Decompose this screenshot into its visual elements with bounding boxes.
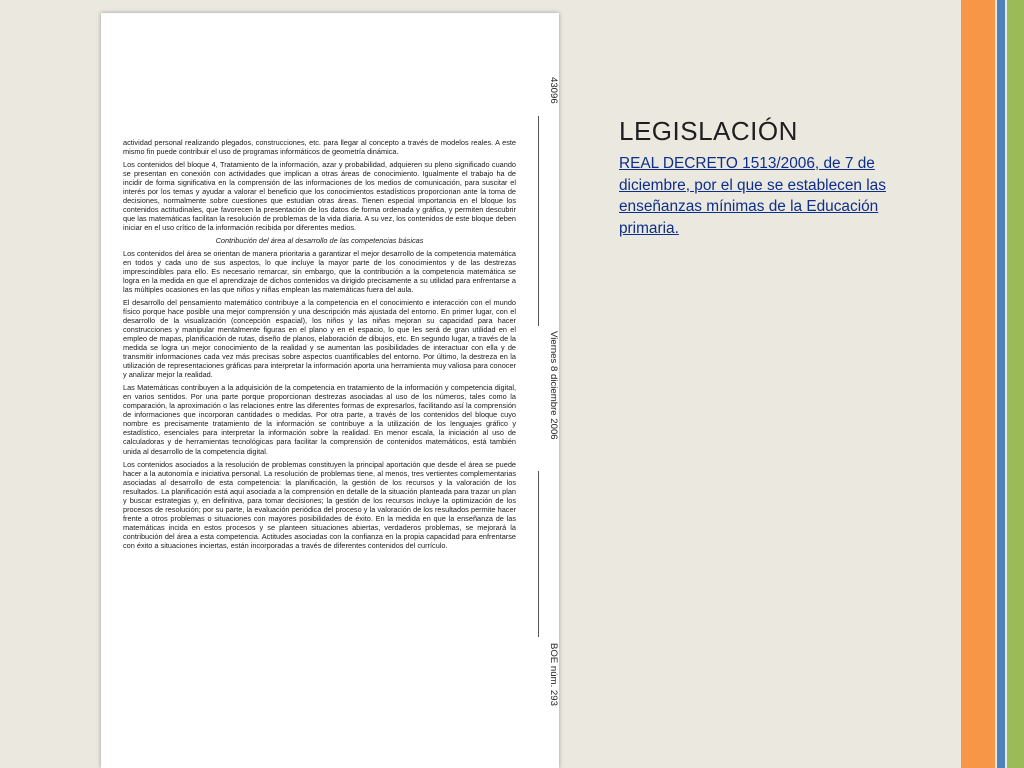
- margin-date: Viernes 8 diciembre 2006: [548, 331, 559, 440]
- slide-title: LEGISLACIÓN: [619, 116, 798, 146]
- document-paragraph: Los contenidos del área se orientan de manera prioritaria a garantizar el mejor desarrollo de la competencia matemática en todos y cada uno de sus aspectos, lo que incluye la mayor parte de los conocimientos y de las destrezas imprescindibles para ello. Es necesario remarcar, sin embargo, que la contribución a la competencia matemática se logra en la medida en que el aprendizaje de dichos contenidos va dirigido precisamente a su utilidad para enfrentarse a las múltiples ocasiones en las que niños y niñas emplean las matemáticas fuera del aula.: [123, 248, 516, 294]
- document-paragraph: El desarrollo del pensamiento matemático contribuye a la competencia en el conocimiento e interacción con el mundo físico porque hace posible una mejor comprensión y una descripción más ajustada del entorno. En primer lugar, con el desarrollo de la visualización (concepción espacial), los niños y las niñas mejoran su capacidad para hacer construcciones y manipular mentalmente figuras en el plano y en el espacio, lo que les será de gran utilidad en el empleo de mapas, planificación de rutas, diseño de planos, elaboración de dibujos, etc. En segundo lugar, a través de la medida se logra un mejor conocimiento de la realidad y se aumentan las posibilidades de interactuar con ella y de transmitir informaciones cada vez más precisas sobre aspectos cuantificables del entorno. Por último, la destreza en la utilización de representaciones gráficas para interpretar la información aporta una herramienta muy valiosa para conocer y analizar mejor la realidad.: [123, 297, 516, 380]
- section-heading: Contribución del área al desarrollo de las competencias básicas: [215, 236, 424, 246]
- green-stripe: [1007, 0, 1024, 768]
- document-paragraph: Los contenidos asociados a la resolución de problemas constituyen la principal aportación que desde el área se puede hacer a la autonomía e iniciativa personal. La resolución de problemas tiene, al menos, tres vertientes complementarias asociadas al desarrollo de esta competencia: la planificación, la gestión de los recursos y la valoración de los resultados. La planificación está aquí asociada a la comprensión en detalle de la situación planteada para trazar un plan y buscar estrategias y, en definitiva, para tomar decisiones; la gestión de los recursos incluye la optimización de los procesos de resolución; por su parte, la evaluación periódica del proceso y la valoración de los resultados permite hacer frente a otros problemas o situaciones con mayores posibilidades de éxito. En la medida en que la enseñanza de las matemáticas incida en estos procesos y se planteen situaciones abiertas, verdaderos problemas, se mejorará la contribución del área a esta competencia. Actitudes asociadas con la confianza en la propia capacidad para enfrentarse con éxito a situaciones inciertas, están incorporadas a través de diferentes contenidos del currículo.: [123, 459, 516, 550]
- margin-page-number: 43096: [548, 77, 559, 104]
- document-body: [123, 138, 516, 554]
- margin-rule: [538, 471, 539, 637]
- blue-stripe: [997, 0, 1005, 768]
- document-paragraph: actividad personal realizando plegados, construcciones, etc. para llegar al concepto a través de modelos reales. A este mismo fin puede contribuir el uso de programas informáticos de geometría dinámica.: [123, 138, 516, 157]
- document-paragraph: Las Matemáticas contribuyen a la adquisición de la competencia en tratamiento de la información y competencia digital, en varios sentidos. Por una parte porque proporcionan destrezas asociadas al uso de los números, tales como la comparación, la aproximación o las relaciones entre las diferentes formas de expresarlos, facilitando así la comprensión de informaciones que incorporan cantidades o medidas. Por otra parte, a través de los contenidos del bloque cuyo nombre es precisamente tratamiento de la información se contribuye a la utilización de los lenguajes gráfico y estadístico, esenciales para interpretar la información sobre la realidad. En menor escala, la iniciación al uso de calculadoras y de herramientas tecnológicas para facilitar la comprensión de contenidos matemáticos, está también unida al desarrollo de la competencia digital.: [123, 383, 516, 456]
- document-paragraph: Los contenidos del bloque 4, Tratamiento de la información, azar y probabilidad, adquieren su pleno significado cuando se presentan en conexión con actividades que implican a otras áreas de conocimiento. Igualmente el trabajo ha de incidir de forma significativa en la comprensión de las informaciones de los medios de comunicación, para suscitar el interés por los temas y ayudar a valorar el beneficio que los conocimientos estadísticos proporcionan ante la toma de decisiones, normalmente sobre cuestiones que estudian otras áreas. Tienen especial importancia en el bloque los contenidos actitudinales, que favorecen la presentación de los datos de forma ordenada y gráfica, y permiten descubrir que las matemáticas facilitan la resolución de problemas de la vida diaria. A su vez, los contenidos de este bloque deben iniciar en el uso crítico de la información recibida por diferentes medios.: [123, 160, 516, 233]
- royal-decree-link[interactable]: REAL DECRETO 1513/2006, de 7 de diciembre, por el que se establecen las enseñanzas mínimas de la Educación primaria.: [619, 155, 886, 237]
- margin-rule: [538, 116, 539, 326]
- scanned-document-page: [101, 13, 559, 768]
- orange-stripe: [961, 0, 995, 768]
- margin-gazette: BOE núm. 293: [548, 643, 559, 706]
